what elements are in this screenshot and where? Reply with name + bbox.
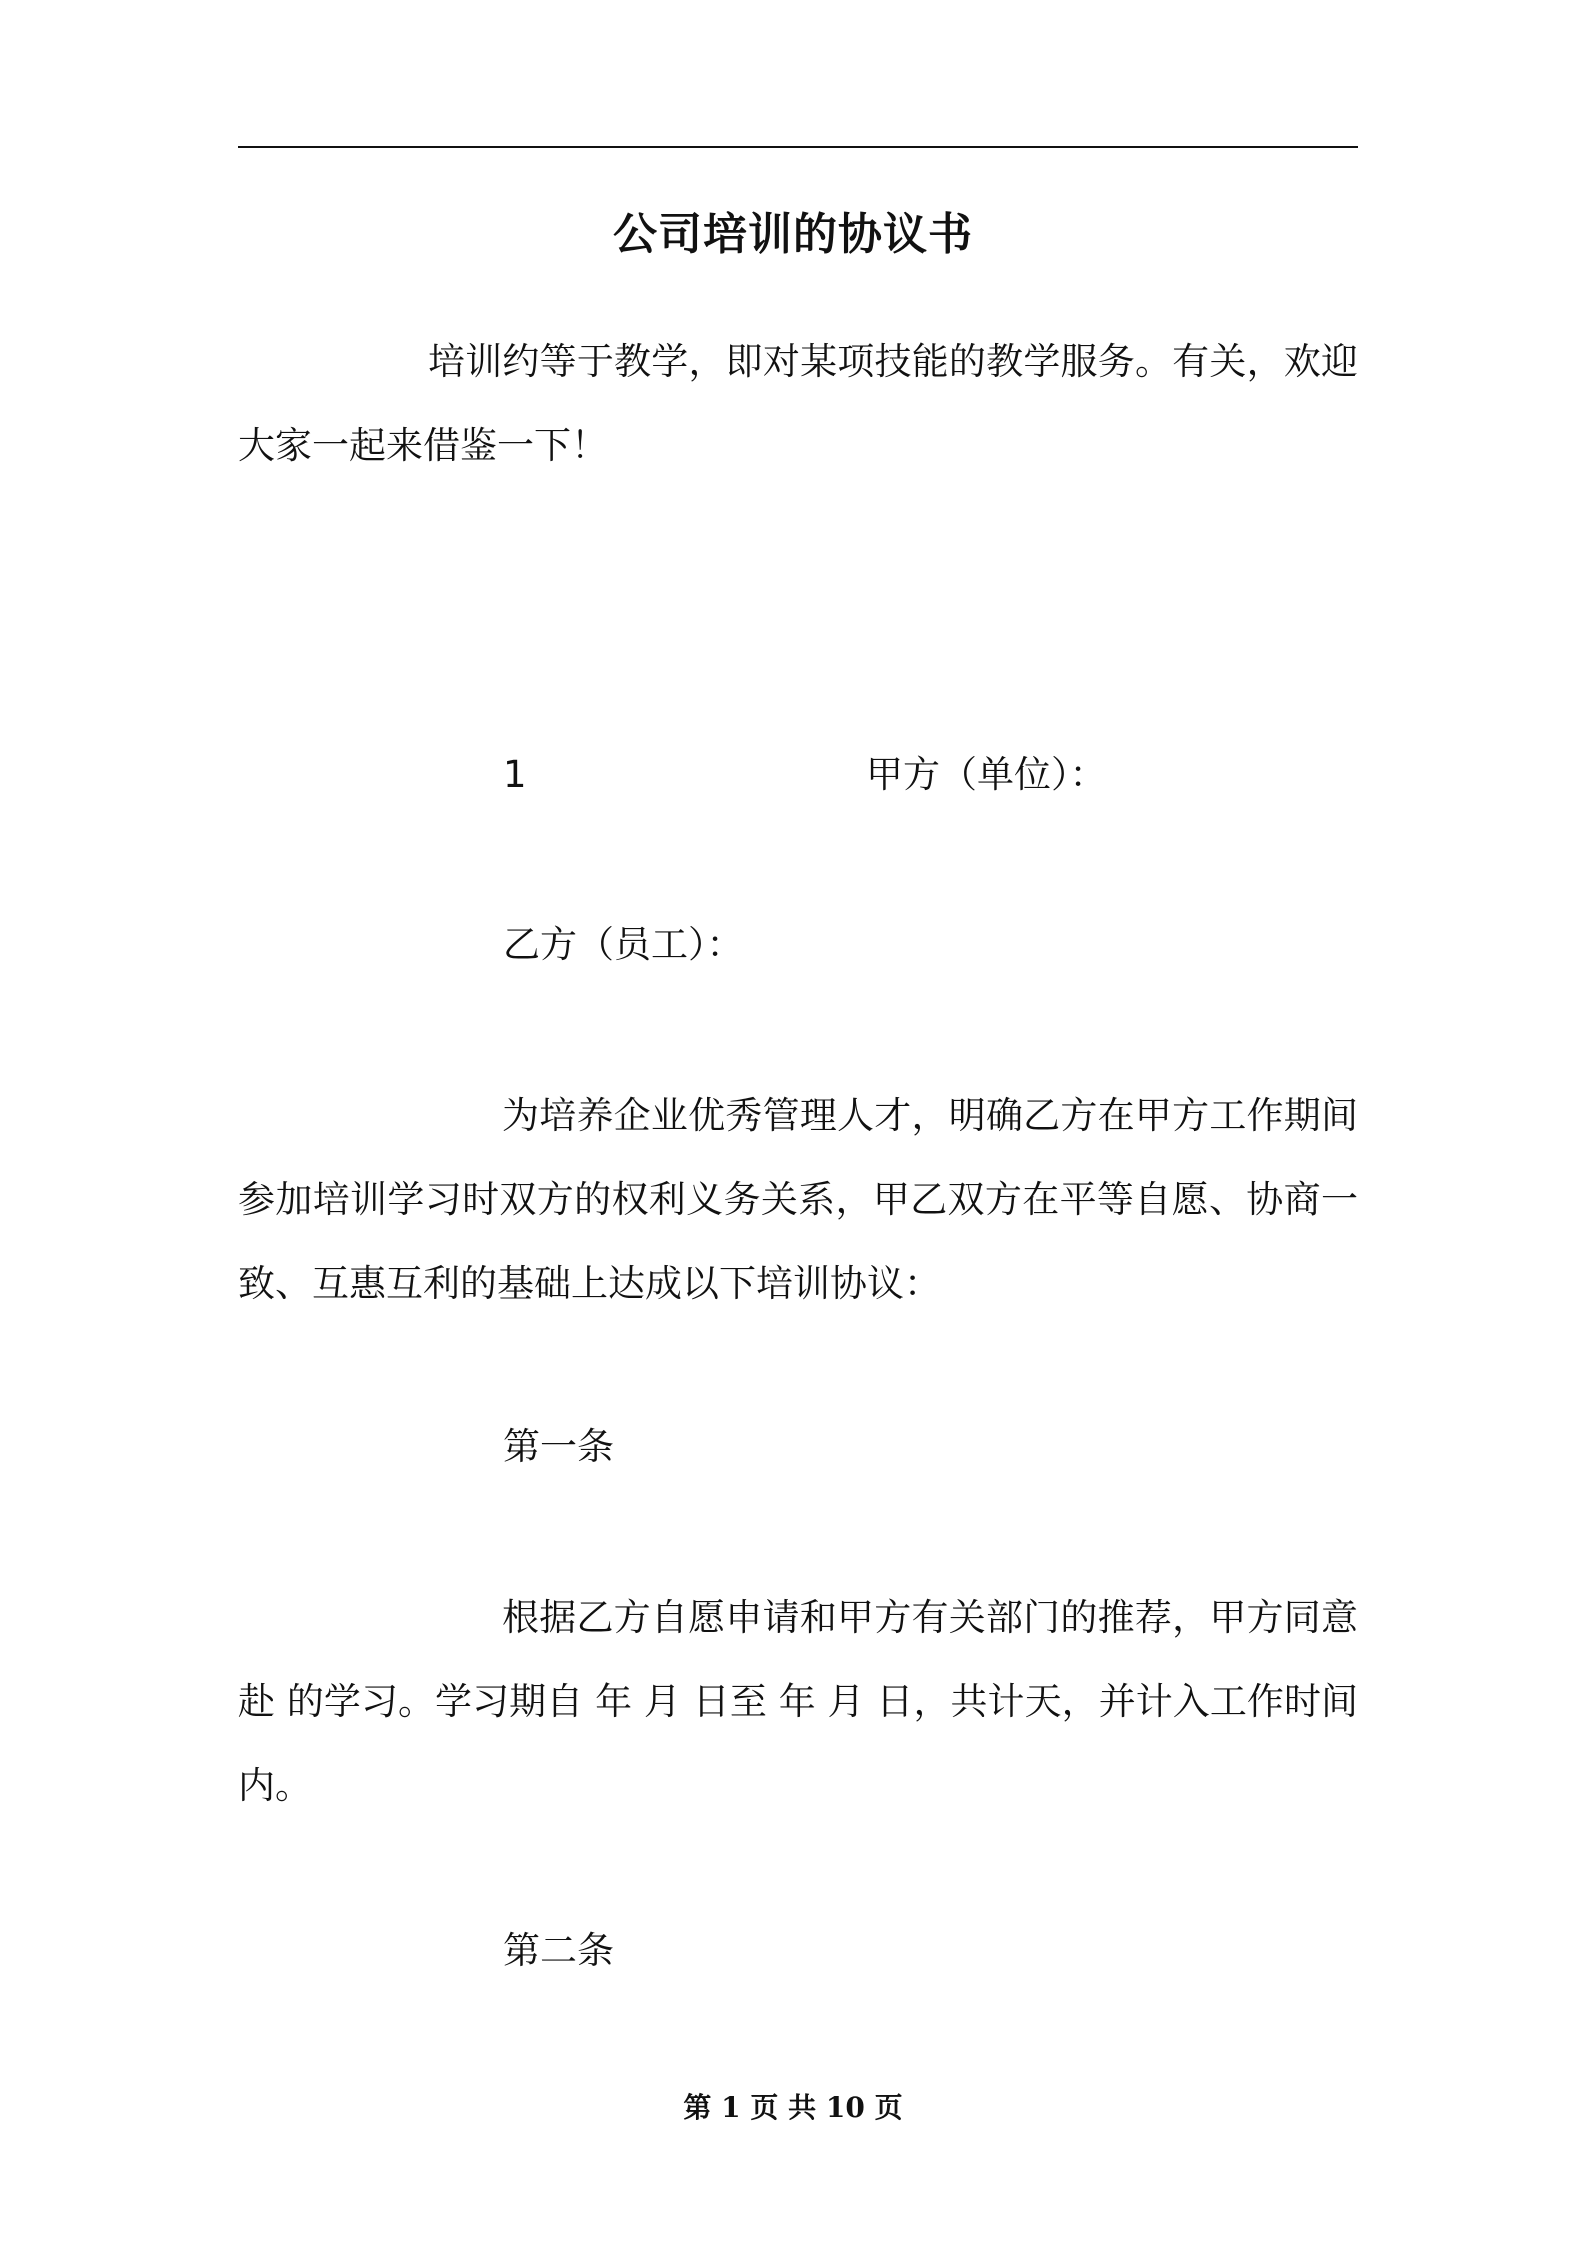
document-title: 公司培训的协议书 — [613, 209, 973, 260]
party-a-label: 甲方（单位）： — [866, 753, 1107, 796]
intro-paragraph: 培训约等于教学，即对某项技能的教学服务。有关，欢迎大家一起来借鉴一下！ — [238, 340, 1358, 467]
article-1-body: 根据乙方自愿申请和甲方有关部门的推荐，甲方同意赴 的学习。学习期自 年 月 日至 年 月 日，共计天，并计入工作时间内。 — [238, 1596, 1358, 1807]
item-number: 1 — [503, 753, 527, 796]
header-rule — [238, 146, 1358, 148]
article-1-heading: 第一条 — [503, 1425, 614, 1468]
party-b-label: 乙方（员工）： — [503, 923, 744, 966]
preamble-paragraph: 为培养企业优秀管理人才，明确乙方在甲方工作期间参加培训学习时双方的权利义务关系，甲乙双方在平等自愿、协商一致、互惠互利的基础上达成以下培训协议： — [238, 1094, 1358, 1305]
page-footer: 第 1 页 共 10 页 — [683, 2091, 903, 2124]
article-2-heading: 第二条 — [503, 1929, 614, 1972]
